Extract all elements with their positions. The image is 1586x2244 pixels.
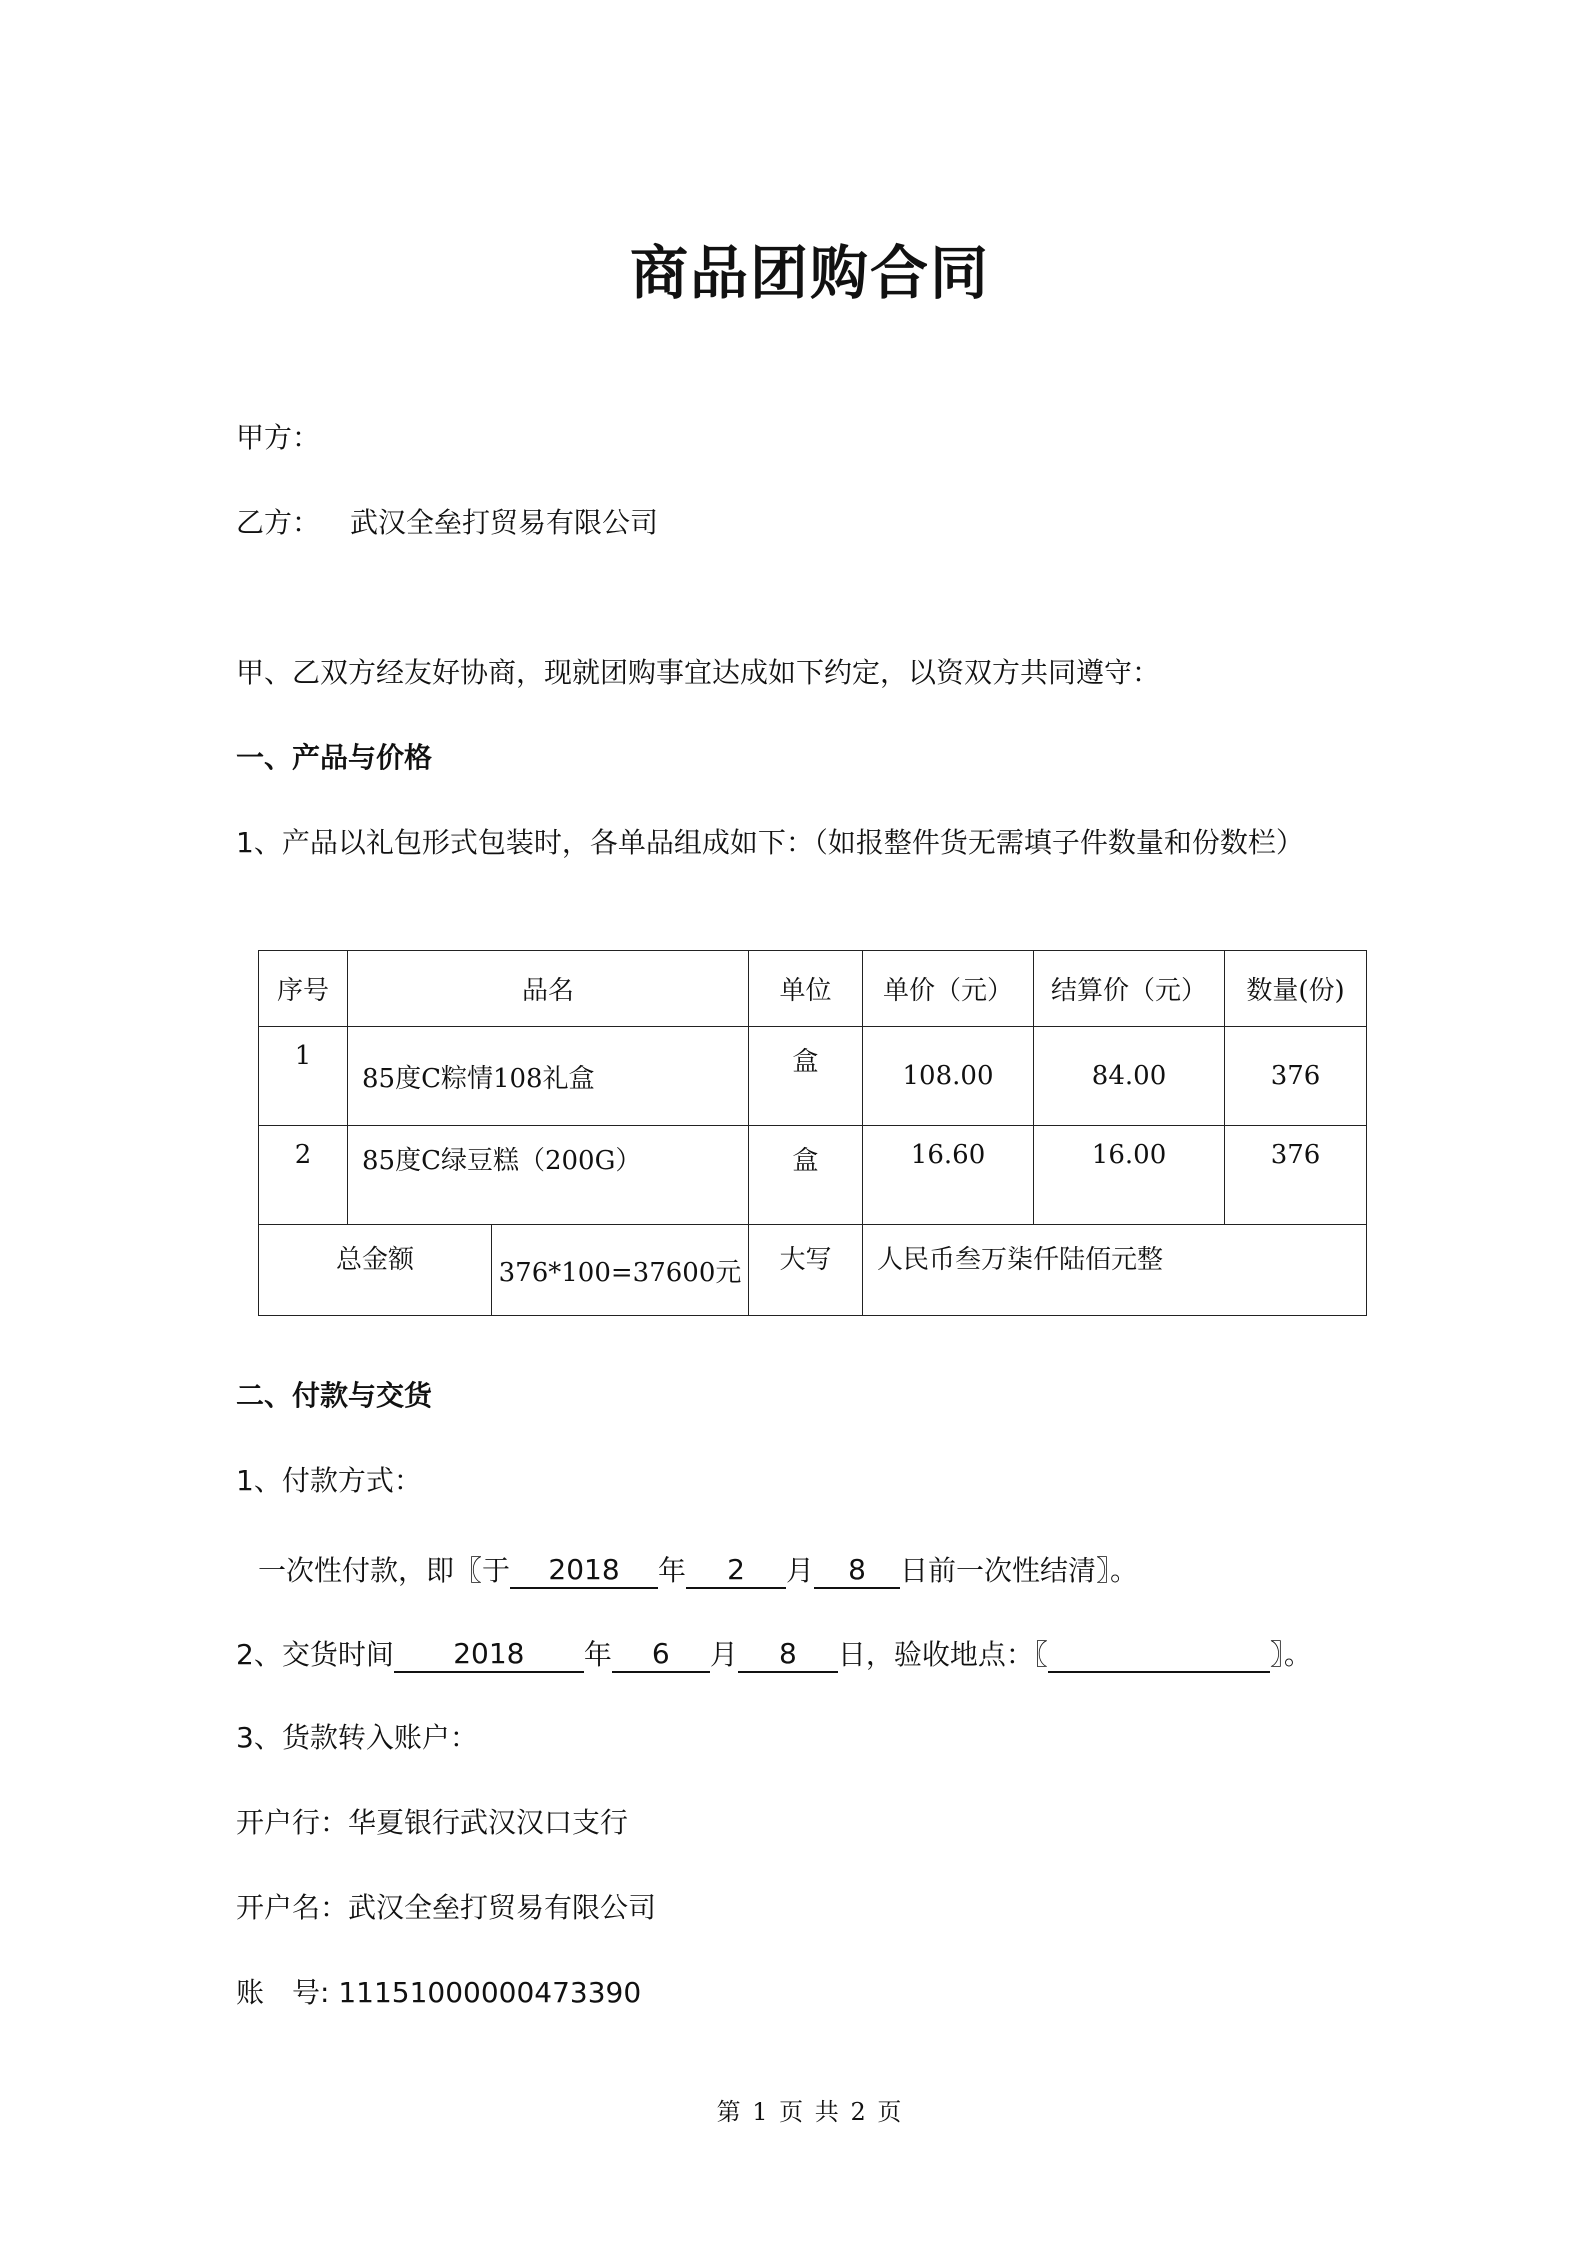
payment-month: 2 [686,1553,786,1589]
account-name-line: 开户名：武汉全垒打贸易有限公司 [236,1891,657,1924]
document-title: 商品团购合同 [629,239,990,307]
header-cell: 单价（元） [863,951,1034,1027]
header-cell: 结算价（元） [1034,951,1225,1027]
delivery-month-unit: 月 [709,1638,738,1671]
payment-year: 2018 [510,1553,658,1589]
table-total-row [259,1225,1367,1316]
place-open-bracket: 〖 [1033,1638,1048,1671]
payment-month-unit: 月 [786,1554,815,1587]
header-cell: 数量(份) [1225,951,1367,1027]
payment-prefix: 一次性付款，即〖于 [258,1554,511,1587]
row-name: 85度C粽情108礼盒 [348,1027,749,1126]
payment-year-unit: 年 [658,1554,687,1587]
payment-label: 1、付款方式： [236,1464,422,1497]
table-row [259,1126,1367,1225]
total-label: 总金额 [259,1225,492,1316]
delivery-month: 6 [612,1637,710,1673]
delivery-year: 2018 [394,1637,584,1673]
payment-suffix: 日前一次性结清〗。 [900,1554,1139,1587]
delivery-day-unit: 日，验收地点： [837,1638,1034,1671]
row-qty: 376 [1225,1126,1367,1225]
delivery-line [236,1637,1312,1673]
account-number-line: 账 号: 11151000000473390 [236,1976,642,2009]
account-label: 3、货款转入账户： [236,1721,478,1754]
delivery-prefix: 2、交货时间 [236,1638,394,1671]
payment-line [258,1553,1138,1589]
payment-day: 8 [814,1553,900,1589]
row-name: 85度C绿豆糕（200G） [348,1126,749,1225]
delivery-place [1048,1637,1270,1673]
intro-text: 甲、乙双方经友好协商，现就团购事宜达成如下约定，以资双方共同遵守： [236,656,1161,689]
row-qty: 376 [1225,1027,1367,1126]
delivery-day: 8 [738,1637,838,1673]
row-unit: 盒 [749,1027,863,1126]
row-price: 108.00 [863,1027,1034,1126]
party-b [236,505,658,541]
row-price: 16.60 [863,1126,1034,1225]
row-unit: 盒 [749,1126,863,1225]
bank-line: 开户行：华夏银行武汉汉口支行 [236,1806,629,1839]
section1-item1: 1、产品以礼包形式包装时，各单品组成如下：（如报整件货无需填子件数量和份数栏） [236,826,1304,859]
row-settle: 84.00 [1034,1027,1225,1126]
row-no: 2 [259,1126,348,1225]
table-header-row [259,951,1367,1027]
section1-heading: 一、产品与价格 [236,741,433,774]
goods-table [258,950,1367,1316]
header-cell: 单位 [749,951,863,1027]
delivery-year-unit: 年 [583,1638,612,1671]
page-footer: 第 1 页 共 2 页 [716,2098,904,2126]
row-settle: 16.00 [1034,1126,1225,1225]
header-cell: 序号 [259,951,348,1027]
header-cell: 品名 [348,951,749,1027]
party-b-value: 武汉全垒打贸易有限公司 [350,506,659,539]
section2-heading: 二、付款与交货 [236,1379,433,1412]
capital-label: 大写 [749,1225,863,1316]
party-b-label: 乙方： [236,506,321,539]
party-a [236,420,320,456]
place-close-bracket: 〗。 [1269,1638,1312,1671]
party-a-label: 甲方： [236,421,321,454]
table-row [259,1027,1367,1126]
total-value: 376*100=37600元 [492,1225,749,1316]
capital-value: 人民币叁万柒仟陆佰元整 [863,1225,1367,1316]
row-no: 1 [259,1027,348,1126]
